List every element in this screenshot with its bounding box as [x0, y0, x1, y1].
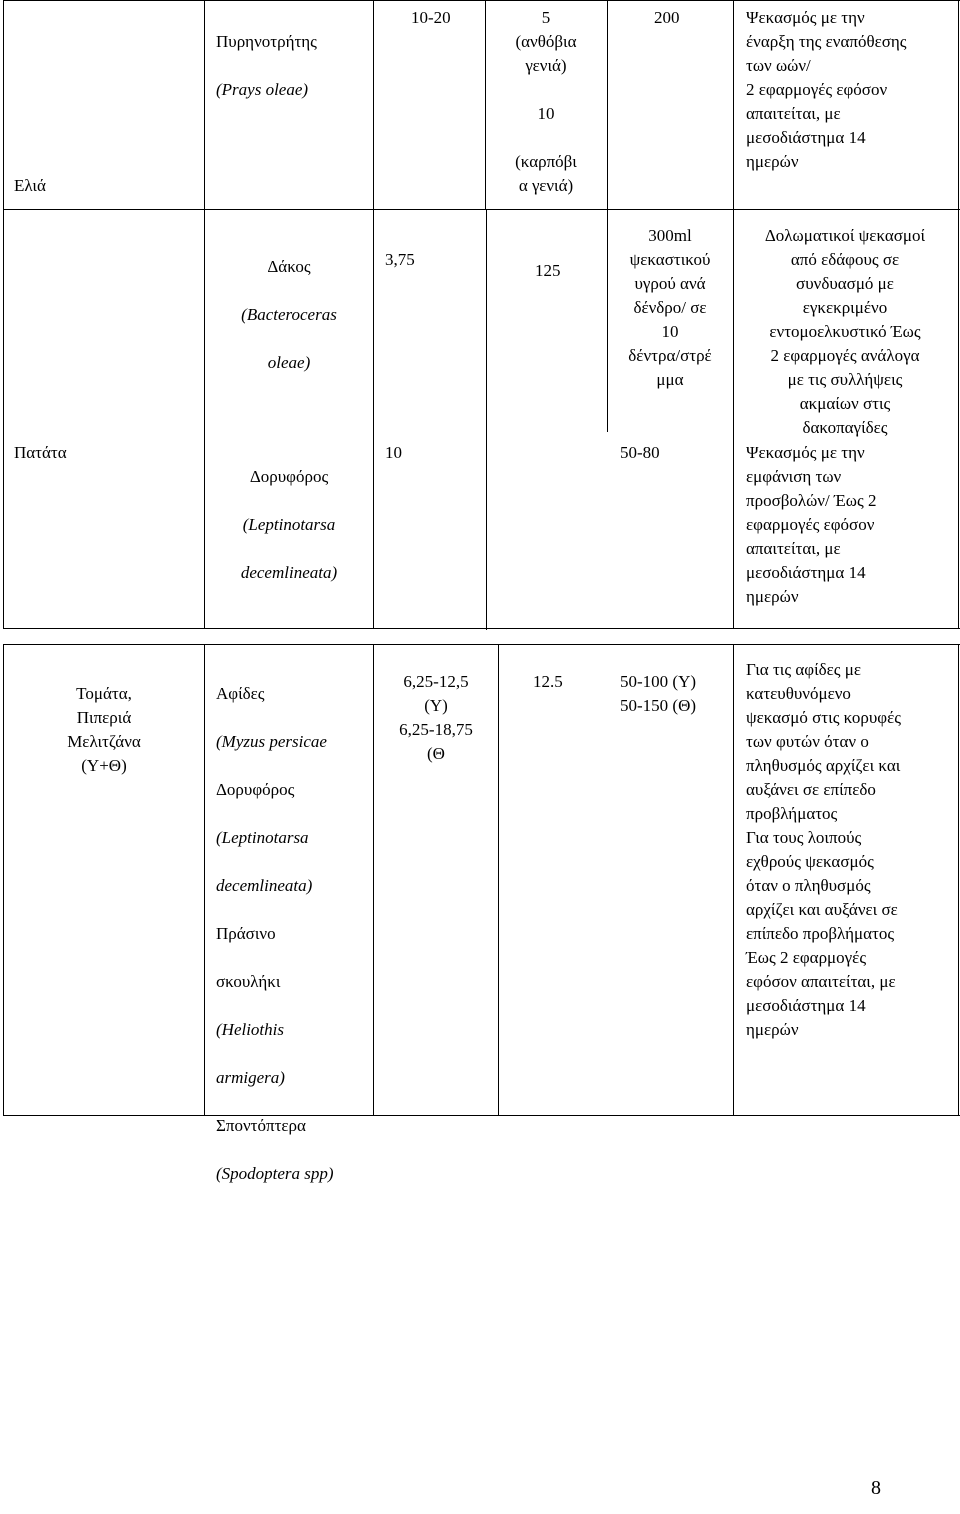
- rule-col-7: [958, 0, 959, 629]
- crop-cell: Ελιά: [14, 176, 46, 195]
- applications-cell: 125: [535, 261, 561, 280]
- pest-latin: (Heliothis: [216, 1020, 284, 1039]
- pest-latin: (Leptinotarsa: [216, 828, 309, 847]
- pest-latin: (Prays oleae): [216, 80, 309, 99]
- pest-name: Σποντόπτερα: [216, 1116, 306, 1135]
- rule-table-1-bottom: [3, 628, 960, 629]
- dose-cell: 10: [385, 443, 402, 462]
- rule-t2-col-6: [958, 644, 959, 1116]
- pest-latin: armigera): [216, 1068, 285, 1087]
- rule-col-6: [733, 0, 734, 629]
- dose-cell: 3,75: [385, 250, 415, 269]
- notes-cell: Για τις αφίδες με κατευθυνόμενο ψεκασμό στις κορυφές των φυτών όταν ο πληθυσμός αρχίζει και αυξάνει σε επίπεδο προβλήματος Για τους λοιπούς εχθρούς ψεκασμός όταν ο πληθυσμός αρχίζει και αυξάνει σε επίπεδο προβλήματος Έως 2 εφαρμογές εφόσον απαιτείται, με μεσοδιάστημα 14 ημερών: [746, 660, 901, 1039]
- pest-latin: decemlineata): [240, 563, 338, 582]
- pest-cell: [216, 658, 334, 1210]
- rule-row-1-bottom: [3, 209, 960, 210]
- rule-col-5: [607, 0, 608, 432]
- pest-latin: (Leptinotarsa: [242, 515, 336, 534]
- rule-t2-col-5: [733, 644, 734, 1116]
- pest-cell: [206, 231, 372, 399]
- rule-col-4: [485, 0, 486, 210]
- applications-cell: 12.5: [533, 672, 563, 691]
- applications-cell: 5 (ανθόβια γενιά) 10 (καρπόβι α γενιά): [515, 8, 577, 195]
- rule-top: [3, 0, 960, 1]
- volume-cell: 50-80: [620, 443, 660, 462]
- pest-name: Δορυφόρος: [249, 467, 329, 486]
- pest-latin: decemlineata): [216, 876, 313, 895]
- pest-name: σκουλήκι: [216, 972, 281, 991]
- rule-t2-col-3: [373, 644, 374, 1116]
- rule-table-2-top: [3, 644, 960, 645]
- pest-name: Πυρηνοτρήτης: [216, 32, 317, 51]
- pest-latin: (Spodoptera spp): [216, 1164, 334, 1183]
- volume-cell: 300ml ψεκαστικού υγρού ανά δένδρο/ σε 10 δέντρα/στρέ μμα: [628, 226, 712, 389]
- notes-cell: Ψεκασμός με την έναρξη της εναπόθεσης των ωών/ 2 εφαρμογές εφόσον απαιτείται, με μεσοδιάστημα 14 ημερών: [746, 8, 907, 171]
- page-number: 8: [871, 1477, 881, 1499]
- crop-cell: Τομάτα, Πιπεριά Μελιτζάνα (Υ+Θ): [67, 684, 141, 775]
- rule-col-1: [3, 0, 4, 629]
- pest-latin: (Bacteroceras: [241, 305, 337, 324]
- dose-cell: 6,25-12,5 (Υ) 6,25-18,75 (Θ: [399, 672, 473, 763]
- volume-cell: 50-100 (Υ) 50-150 (Θ): [620, 672, 697, 715]
- pest-cell: [216, 6, 317, 126]
- pest-cell: [206, 441, 372, 609]
- pest-name: Δάκος: [267, 257, 311, 276]
- pest-latin: (Myzus persicae: [216, 732, 327, 751]
- rule-col-2: [204, 0, 205, 629]
- rule-col-3: [373, 0, 374, 629]
- dose-cell: 10-20: [411, 8, 451, 27]
- pest-name: Αφίδες: [216, 684, 265, 703]
- rule-t2-col-2: [204, 644, 205, 1116]
- pest-latin: oleae): [267, 353, 311, 372]
- rule-col-4b: [486, 210, 487, 630]
- crop-cell: Πατάτα: [14, 443, 67, 462]
- rule-table-2-bottom: [3, 1115, 960, 1116]
- notes-cell: Δολωματικοί ψεκασμοί από εδάφους σε συνδυασμό με εγκεκριμένο εντομοελκυστικό Έως 2 εφαρμογές ανάλογα με τις συλλήψεις ακμαίων στις δακοπαγίδες: [764, 226, 926, 437]
- volume-cell: 200: [654, 8, 680, 27]
- notes-cell: Ψεκασμός με την εμφάνιση των προσβολών/ Έως 2 εφαρμογές εφόσον απαιτείται, με μεσοδιάστημα 14 ημερών: [746, 443, 877, 606]
- pest-name: Πράσινο: [216, 924, 276, 943]
- rule-t2-col-1: [3, 644, 4, 1116]
- rule-t2-col-4: [498, 644, 499, 1116]
- pest-name: Δορυφόρος: [216, 780, 295, 799]
